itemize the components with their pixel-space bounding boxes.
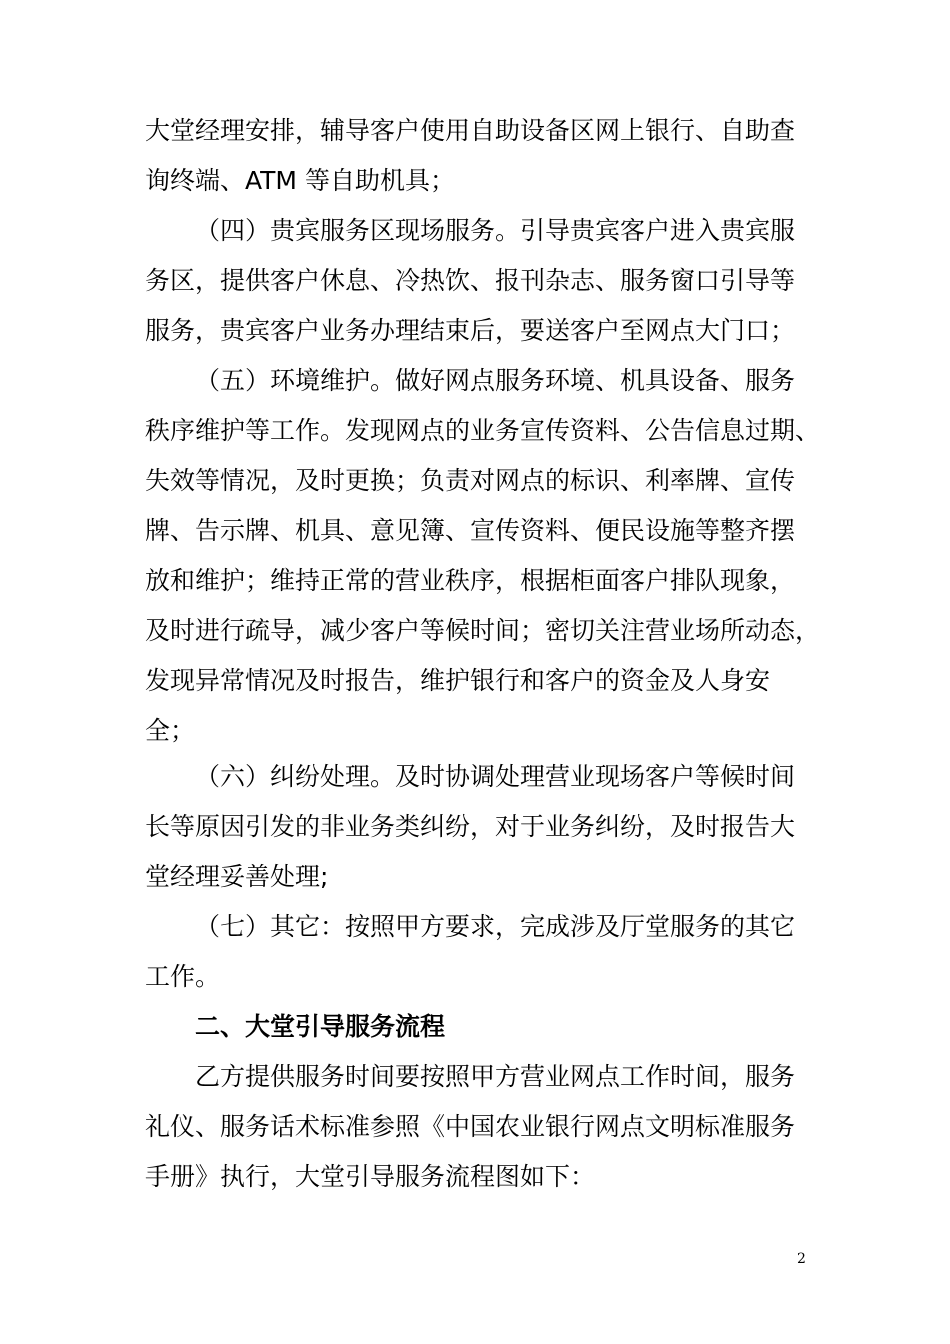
text-line: 秩序维护等工作。发现网点的业务宣传资料、公告信息过期、	[145, 416, 821, 445]
text-line: 全；	[145, 716, 196, 745]
section-heading: 二、大堂引导服务流程	[195, 1012, 446, 1041]
text-line: 大堂经理安排，辅导客户使用自助设备区网上银行、自助查	[145, 116, 796, 145]
text-line: 工作。	[145, 962, 221, 991]
text-line: 手册》执行，大堂引导服务流程图如下：	[145, 1162, 596, 1191]
text-line: （五）环境维护。做好网点服务环境、机具设备、服务	[195, 366, 796, 395]
text-line: 堂经理妥善处理;	[145, 862, 329, 891]
text-line: 发现异常情况及时报告，维护银行和客户的资金及人身安	[145, 666, 771, 695]
text-line: 失效等情况，及时更换；负责对网点的标识、利率牌、宣传	[145, 466, 796, 495]
text-line: 牌、告示牌、机具、意见簿、宣传资料、便民设施等整齐摆	[145, 516, 796, 545]
text-line: 询终端、ATM 等自助机具；	[145, 166, 455, 195]
text-line: 服务，贵宾客户业务办理结束后，要送客户至网点大门口；	[145, 316, 796, 345]
text-line: 长等原因引发的非业务类纠纷，对于业务纠纷，及时报告大	[145, 812, 796, 841]
text-line: （七）其它：按照甲方要求，完成涉及厅堂服务的其它	[195, 912, 796, 941]
page-number: 2	[797, 1251, 806, 1267]
text-line: （六）纠纷处理。及时协调处理营业现场客户等候时间	[195, 762, 796, 791]
text-line: （四）贵宾服务区现场服务。引导贵宾客户进入贵宾服	[195, 216, 796, 245]
text-line: 礼仪、服务话术标准参照《中国农业银行网点文明标准服务	[145, 1112, 796, 1141]
text-line: 及时进行疏导，减少客户等候时间；密切关注营业场所动态，	[145, 616, 821, 645]
text-line: 放和维护；维持正常的营业秩序，根据柜面客户排队现象，	[145, 566, 796, 595]
text-line: 乙方提供服务时间要按照甲方营业网点工作时间，服务	[195, 1062, 796, 1091]
text-line: 务区，提供客户休息、冷热饮、报刊杂志、服务窗口引导等	[145, 266, 796, 295]
